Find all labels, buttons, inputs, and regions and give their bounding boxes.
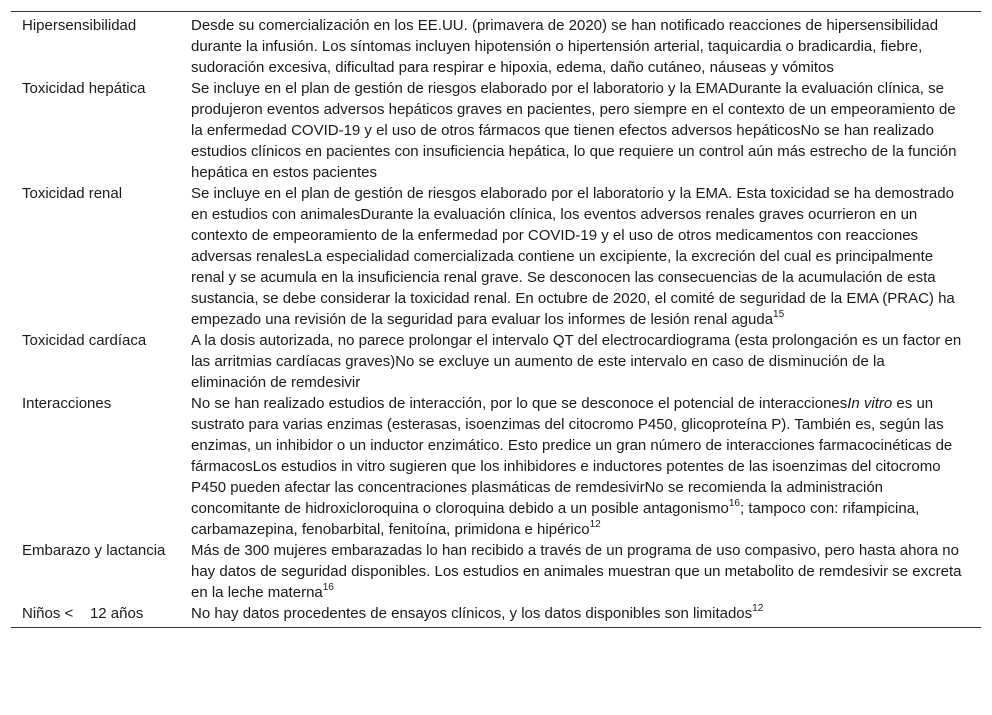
row-content [191, 183, 981, 330]
table-row [11, 393, 981, 540]
row-text: Más de 300 mujeres embarazadas lo han recibido a través de un programa de uso compasivo, pero hasta ahora no hay datos de seguridad disponibles. Los estudios en animales muestran que un metabolito de remdesivir se excreta en la leche materna [191, 542, 962, 601]
row-text: No se han realizado estudios de interacción, por lo que se desconoce el potencial de interacciones [191, 395, 848, 412]
row-label: Embarazo y lactancia [22, 542, 166, 559]
row-content [191, 393, 981, 540]
row-label: Hipersensibilidad [22, 17, 137, 34]
row-text: No hay datos procedentes de ensayos clínicos, y los datos disponibles son limitados [191, 605, 753, 622]
row-content [191, 12, 981, 79]
reference-superscript[interactable]: 16 [728, 498, 740, 509]
row-label: Niños < 12 años [22, 605, 144, 622]
reference-superscript[interactable]: 16 [322, 582, 334, 593]
row-label: Interacciones [22, 395, 112, 412]
row-content [191, 603, 981, 628]
table-row [11, 603, 981, 628]
row-label: Toxicidad cardíaca [22, 332, 147, 349]
row-text: Desde su comercialización en los EE.UU. (primavera de 2020) se han notificado reacciones de hipersensibilidad durante la infusión. Los síntomas incluyen hipotensión o hipertensión arterial, taquicardia o bradicardia, fiebre, sudoración excesiva, dificultad para respirar e hipoxia, edema, daño cutáneo, náuseas y vómitos [191, 17, 939, 76]
row-text: ; tampoco con: rifampicina, carbamazepina, fenobarbital, fenitoína, primidona e hipérico [191, 500, 920, 538]
row-text-italic: In vitro [847, 395, 893, 412]
safety-table-container [11, 11, 981, 628]
row-text: Se incluye en el plan de gestión de riesgos elaborado por el laboratorio y la EMA. Esta toxicidad se ha demostrado en estudios con animalesDurante la evaluación clínica, los eventos adversos renales graves ocurrieron en un contexto de empeoramiento de la enfermedad por COVID-19 y el uso de otros medicamentos con reacciones adversas renalesLa especialidad comercializada contiene un excipiente, la excreción del cual es principalmente renal y se acumula en la insuficiencia renal grave. Se desconocen las consecuencias de la acumulación de esta sustancia, se debe considerar la toxicidad renal. En octubre de 2020, el comité de seguridad de la EMA (PRAC) ha empezado una revisión de la seguridad para evaluar los informes de lesión renal aguda [191, 185, 955, 328]
row-content [191, 78, 981, 183]
row-content [191, 330, 981, 393]
table-row [11, 12, 981, 79]
table-row [11, 183, 981, 330]
reference-superscript[interactable]: 15 [773, 309, 785, 320]
table-row [11, 330, 981, 393]
row-text: A la dosis autorizada, no parece prolongar el intervalo QT del electrocardiograma (esta prolongación es un factor en las arritmias cardíacas graves)No se excluye un aumento de este intervalo en caso de disminución de la eliminación de remdesivir [191, 332, 962, 391]
table-row [11, 540, 981, 603]
reference-superscript[interactable]: 12 [589, 519, 601, 530]
row-label: Toxicidad hepática [22, 80, 146, 97]
row-label: Toxicidad renal [22, 185, 123, 202]
safety-table [11, 11, 981, 628]
row-text: Se incluye en el plan de gestión de riesgos elaborado por el laboratorio y la EMADurante la evaluación clínica, se produjeron eventos adversos hepáticos graves en pacientes, pero siempre en el contexto de un empeoramiento de la enfermedad COVID-19 y el uso de otros fármacos que tienen efectos adversos hepáticosNo se han realizado estudios clínicos en pacientes con insuficiencia hepática, lo que requiere un control aún más estrecho de la función hepática en estos pacientes [191, 80, 957, 181]
row-text: es un sustrato para varias enzimas (esterasas, isoenzimas del citocromo P450, glicoproteína P). También es, según las enzimas, un inhibidor o un inductor enzimático. Esto predice un gran número de interacciones farmacocinéticas de fármacosLos estudios in vitro sugieren que los inhibidores e inductores potentes de las isoenzimas del citocromo P450 pueden afectar las concentraciones plasmáticas de remdesivirNo se recomienda la administración concomitante de hidroxicloroquina o cloroquina debido a un posible antagonismo [191, 395, 953, 517]
table-row [11, 78, 981, 183]
row-content [191, 540, 981, 603]
reference-superscript[interactable]: 12 [752, 603, 764, 614]
